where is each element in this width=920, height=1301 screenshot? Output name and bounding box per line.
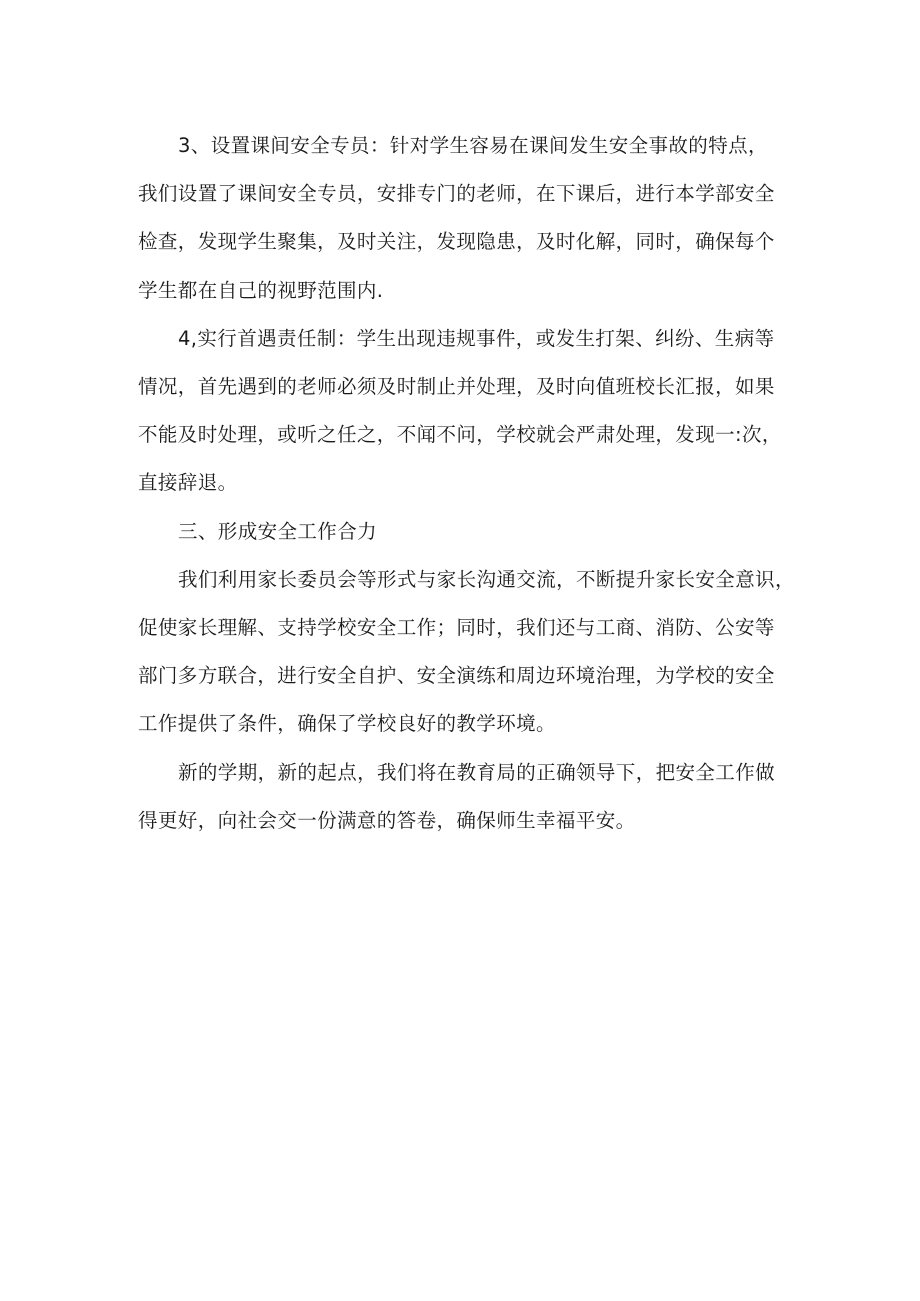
- paragraph-first-responder: [138, 315, 798, 508]
- text-line: 3、设置课间安全专员：针对学生容易在课间发生安全事故的特点，: [178, 134, 768, 157]
- text-line: 促使家长理解、支持学校安全工作；同时，我们还与工商、消防、公安等: [138, 616, 775, 640]
- text-line: 我们利用家长委员会等形式与家长沟通交流，不断提升家长安全意识，: [178, 567, 795, 591]
- text-line: 情况，首先遇到的老师必须及时制止并处理，及时向值班校长汇报，如果: [138, 375, 775, 399]
- text-line: 检查，发现学生聚集，及时关注，发现隐患，及时化解，同时，确保每个: [138, 230, 775, 254]
- section-heading-safety-synergy: [138, 508, 798, 556]
- text-line: 新的学期，新的起点，我们将在教育局的正确领导下，把安全工作做: [178, 760, 776, 784]
- text-line: 不能及时处理，或听之任之，不闻不问，学校就会严肃处理，发现一:次，: [138, 423, 782, 447]
- text-line: 4,实行首遇责任制：学生出现违规事件，或发生打架、纠纷、生病等: [178, 326, 775, 350]
- text-line: 部门多方联合，进行安全自护、安全演练和周边环境治理，为学校的安全: [138, 664, 775, 688]
- text-line: 工作提供了条件，确保了学校良好的教学环境。: [138, 712, 556, 736]
- text-line: 学生都在自己的视野范围内.: [138, 278, 384, 302]
- paragraph-new-semester: [138, 749, 798, 845]
- text-line: 得更好，向社会交一份满意的答卷，确保师生幸福平安。: [138, 808, 636, 832]
- paragraph-class-safety-officer: [138, 122, 798, 315]
- document-body: [138, 122, 798, 845]
- section-heading: 三、形成安全工作合力: [178, 519, 378, 543]
- paragraph-family-cooperation: [138, 556, 798, 749]
- text-line: 我们设置了课间安全专员，安排专门的老师，在下课后，进行本学部安全: [138, 182, 775, 206]
- text-line: 直接辞退。: [138, 471, 238, 495]
